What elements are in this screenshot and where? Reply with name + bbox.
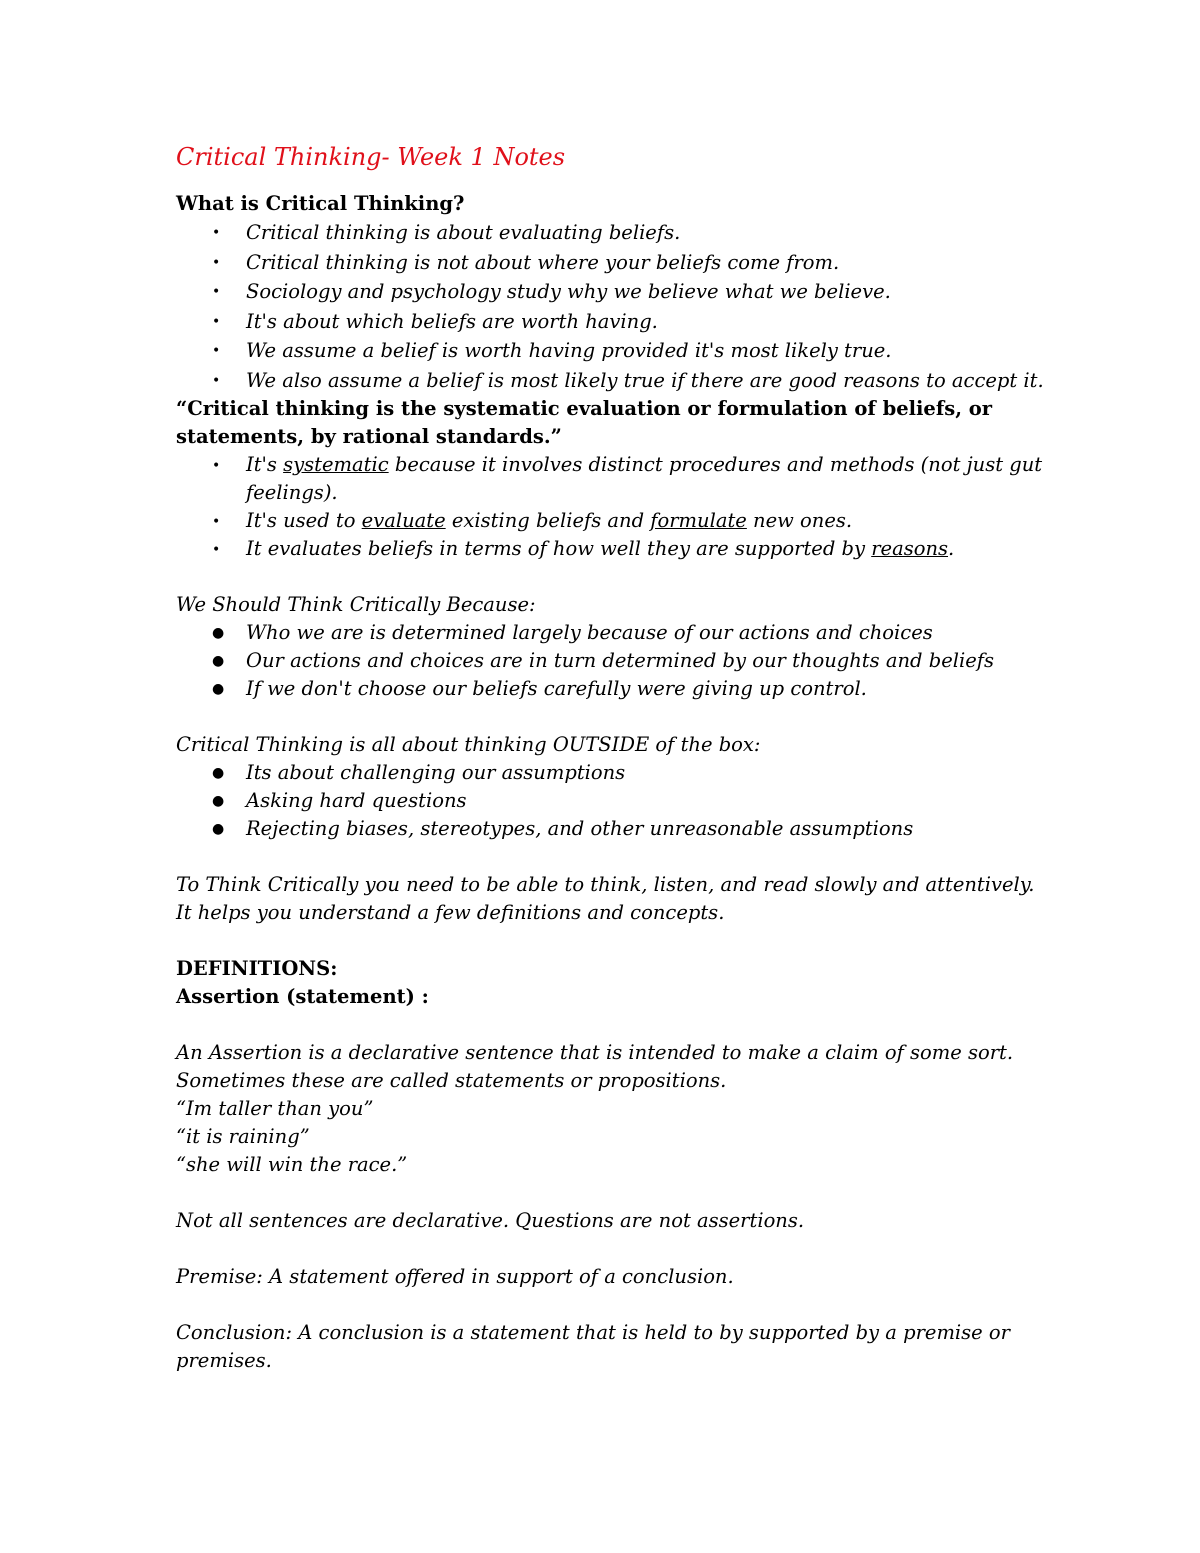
list-item: ● Our actions and choices are in turn determined by our thoughts and beliefs [176,647,1056,675]
outside-box-list [176,759,1056,843]
paragraph: An Assertion is a declarative sentence that is intended to make a claim of some sort. [176,1041,1014,1064]
list-item: ● If we don't choose our beliefs carefully were giving up control. [176,675,1056,703]
bullet-icon: • [212,458,221,474]
bullet-icon: • [212,313,221,330]
conclusion-definition: Conclusion: A conclusion is a statement that is held to by supported by a premise or premises. [176,1321,1010,1372]
section-heading-why: We Should Think Critically Because: [176,593,536,616]
list-item: ● Who we are is determined largely because of our actions and choices [176,619,1056,647]
list-item: • Sociology and psychology study why we believe what we believe. [176,277,1056,307]
definitions-heading: DEFINITIONS: [176,957,338,980]
list-item: ● Rejecting biases, stereotypes, and other unreasonable assumptions [176,815,1056,843]
example-quote: “it is raining” [176,1125,310,1148]
bullet-icon: • [212,254,221,271]
bullet-icon: • [212,514,221,530]
bullet-icon: ● [212,793,225,809]
example-quote: “Im taller than you” [176,1097,374,1120]
paragraph: Not all sentences are declarative. Questions are not assertions. [176,1209,805,1232]
paragraph: It helps you understand a few definitions and concepts. [176,901,725,924]
list-item: • Critical thinking is about evaluating beliefs. [176,218,1056,248]
section-heading-outside-box: Critical Thinking is all about thinking OUTSIDE of the box: [176,733,761,756]
bullet-icon: ● [212,821,225,837]
paragraph: Sometimes these are called statements or propositions. [176,1069,727,1092]
list-item: • It evaluates beliefs in terms of how well they are supported by reasons. [176,535,1056,563]
bullet-icon: ● [212,765,225,781]
list-item: • It's systematic because it involves distinct procedures and methods (not just gut feelings). [212,453,1043,504]
bullet-icon: • [212,284,221,300]
bullet-icon: ● [212,625,225,641]
why-list [176,619,1056,703]
what-is-list [176,218,1056,395]
list-item: • It's about which beliefs are worth having. [176,307,1056,337]
list-item: • Critical thinking is not about where your beliefs come from. [176,248,1056,278]
bullet-icon: ● [212,681,225,697]
page-title: Critical Thinking- Week 1 Notes [176,143,566,171]
document-page [176,140,1056,1375]
paragraph: To Think Critically you need to be able to think, listen, and read slowly and attentively. [176,873,1035,896]
list-item: • We assume a belief is worth having provided it's most likely true. [176,336,1056,366]
section-heading-what-is: What is Critical Thinking? [176,192,465,215]
premise-definition: Premise: A statement offered in support of a conclusion. [176,1265,734,1288]
assertion-heading: Assertion (statement) : [176,985,429,1008]
list-item: • It's used to evaluate existing beliefs and formulate new ones. [176,507,1056,535]
bullet-icon: • [212,225,221,241]
bullet-icon: • [212,343,221,359]
bullet-icon: ● [212,653,225,669]
definition-quote: “Critical thinking is the systematic evaluation or formulation of beliefs, or statements, by rational standards.” [176,397,993,448]
example-quote: “she will win the race.” [176,1153,408,1176]
bullet-icon: • [212,542,221,558]
list-item: • We also assume a belief is most likely true if there are good reasons to accept it. [176,366,1056,396]
list-item: ● Its about challenging our assumptions [176,759,1056,787]
list-item: ● Asking hard questions [176,787,1056,815]
bullet-icon: • [212,372,221,389]
definition-list [176,451,1056,563]
